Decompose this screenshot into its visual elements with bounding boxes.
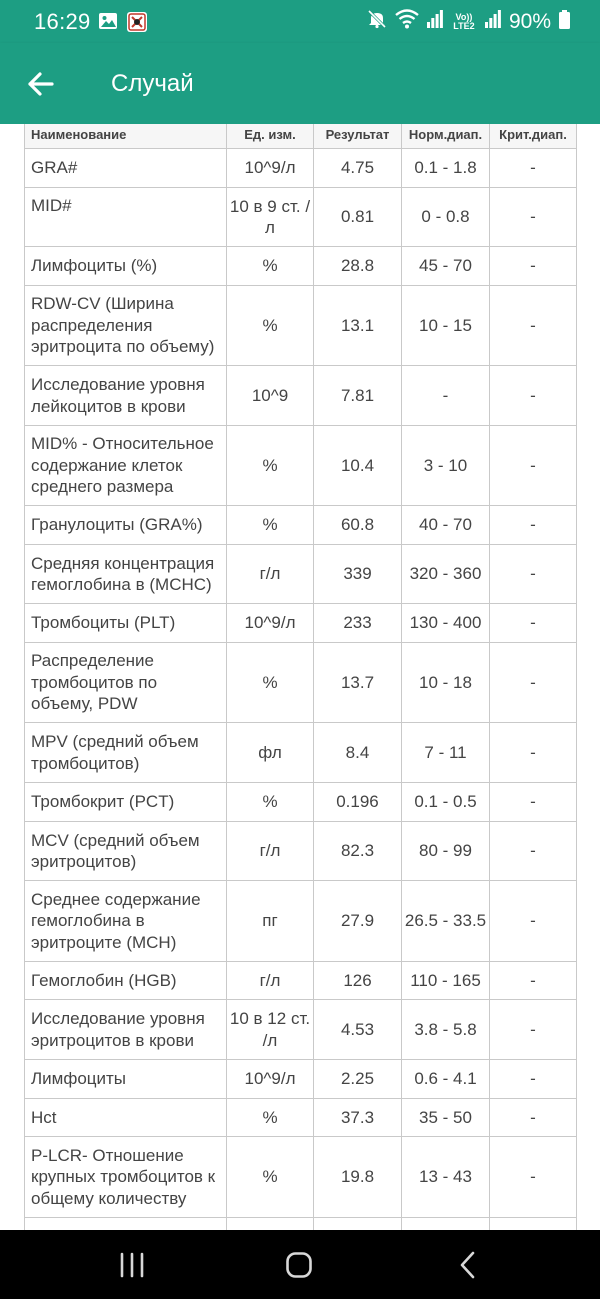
- cell-unit: пг: [227, 881, 314, 962]
- cell-crit: -: [490, 962, 577, 1000]
- cell-crit: -: [490, 366, 577, 426]
- cell-crit: -: [490, 783, 577, 822]
- cell-norm: 13 - 43: [402, 1137, 490, 1218]
- table-row: [25, 881, 577, 962]
- cell-name: Исследование уровня лейкоцитов в крови: [25, 366, 227, 426]
- cell-result: 233: [314, 604, 402, 643]
- table-row: [25, 822, 577, 881]
- cell-crit: -: [490, 188, 577, 247]
- cell-unit: 10 в 12 ст. /л: [227, 1000, 314, 1060]
- cell-result: 10.4: [314, 426, 402, 506]
- cell-result: 28.8: [314, 247, 402, 286]
- cell-unit: 10^9/л: [227, 1060, 314, 1099]
- cell-norm: 26.5 - 33.5: [402, 881, 490, 962]
- cell-result: 126: [314, 962, 402, 1000]
- cell-unit: %: [227, 286, 314, 366]
- back-nav-icon: [452, 1250, 486, 1280]
- cell-norm: [402, 1218, 490, 1231]
- cell-norm: 10 - 15: [402, 286, 490, 366]
- cell-name: Гемоглобин (HGB): [25, 962, 227, 1000]
- cell-unit: 10^9: [227, 366, 314, 426]
- table-row: [25, 1000, 577, 1060]
- header-name: Наименование: [25, 124, 227, 149]
- cell-unit: 10^9/л: [227, 604, 314, 643]
- cell-norm: 0.6 - 4.1: [402, 1060, 490, 1099]
- table-row: [25, 286, 577, 366]
- table-row: [25, 962, 577, 1000]
- cell-crit: -: [490, 286, 577, 366]
- cell-name: MID% - Относительное содержание клеток среднего размера: [25, 426, 227, 506]
- results-scroll-area[interactable]: [0, 124, 600, 1230]
- header-unit: Ед. изм.: [227, 124, 314, 149]
- cell-result: 2.25: [314, 1060, 402, 1099]
- cell-result: [314, 1218, 402, 1231]
- cell-crit: -: [490, 822, 577, 881]
- cell-unit: г/л: [227, 545, 314, 604]
- cell-result: 339: [314, 545, 402, 604]
- table-row: [25, 1218, 577, 1231]
- results-table: [24, 124, 577, 1230]
- cell-unit: %: [227, 426, 314, 506]
- table-row: [25, 643, 577, 723]
- signal-icon: [427, 10, 443, 34]
- cell-name: Тромбокрит (PCT): [25, 783, 227, 822]
- cell-norm: 10 - 18: [402, 643, 490, 723]
- cell-norm: 110 - 165: [402, 962, 490, 1000]
- battery-icon: [559, 10, 570, 35]
- cell-norm: 320 - 360: [402, 545, 490, 604]
- cell-norm: 0.1 - 1.8: [402, 149, 490, 188]
- cell-name: Исследование уровня эритроцитов в крови: [25, 1000, 227, 1060]
- cell-unit: [227, 1218, 314, 1231]
- cell-name: RDW-CV (Ширина распределения эритроцита по объему): [25, 286, 227, 366]
- cell-norm: 0.1 - 0.5: [402, 783, 490, 822]
- table-row: [25, 783, 577, 822]
- cell-result: 13.1: [314, 286, 402, 366]
- header-crit: Крит.диап.: [490, 124, 577, 149]
- cell-unit: г/л: [227, 962, 314, 1000]
- cell-name: [25, 1218, 227, 1231]
- back-nav-button[interactable]: [452, 1250, 486, 1280]
- cell-name: Лимфоциты (%): [25, 247, 227, 286]
- cell-norm: 7 - 11: [402, 723, 490, 783]
- cell-unit: %: [227, 1099, 314, 1137]
- cell-crit: -: [490, 149, 577, 188]
- table-row: [25, 723, 577, 783]
- cell-crit: -: [490, 506, 577, 545]
- mute-icon: [367, 9, 387, 35]
- table-row: [25, 247, 577, 286]
- cell-crit: -: [490, 1000, 577, 1060]
- cell-crit: -: [490, 545, 577, 604]
- cell-norm: -: [402, 366, 490, 426]
- cell-name: Гранулоциты (GRA%): [25, 506, 227, 545]
- table-row: [25, 149, 577, 188]
- cell-unit: г/л: [227, 822, 314, 881]
- cell-result: 82.3: [314, 822, 402, 881]
- cell-crit: -: [490, 247, 577, 286]
- cell-norm: 40 - 70: [402, 506, 490, 545]
- cell-unit: 10 в 9 ст. / л: [227, 188, 314, 247]
- cell-crit: -: [490, 1060, 577, 1099]
- signal-icon: [485, 10, 501, 34]
- cell-crit: [490, 1218, 577, 1231]
- cell-norm: 3 - 10: [402, 426, 490, 506]
- table-row: [25, 604, 577, 643]
- cell-result: 4.53: [314, 1000, 402, 1060]
- cell-norm: 35 - 50: [402, 1099, 490, 1137]
- cell-norm: 80 - 99: [402, 822, 490, 881]
- table-row: [25, 1099, 577, 1137]
- status-bar: [0, 0, 600, 43]
- app-bar: [0, 43, 600, 124]
- header-norm: Норм.диап.: [402, 124, 490, 149]
- table-row: [25, 506, 577, 545]
- home-icon: [282, 1250, 316, 1280]
- table-row: [25, 1060, 577, 1099]
- battery-percent: 90%: [508, 10, 551, 33]
- table-row: [25, 426, 577, 506]
- cell-result: 0.196: [314, 783, 402, 822]
- cell-name: Средняя концентрация гемоглобина в (MCHC): [25, 545, 227, 604]
- cell-name: MID#: [25, 188, 227, 247]
- cell-name: MPV (средний объем тромбоцитов): [25, 723, 227, 783]
- cell-result: 27.9: [314, 881, 402, 962]
- cell-norm: 0 - 0.8: [402, 188, 490, 247]
- recent-apps-icon: [115, 1250, 149, 1280]
- cell-result: 13.7: [314, 643, 402, 723]
- cell-norm: 3.8 - 5.8: [402, 1000, 490, 1060]
- cell-name: MCV (средний объем эритроцитов): [25, 822, 227, 881]
- cell-crit: -: [490, 881, 577, 962]
- status-time: 16:29: [34, 9, 91, 34]
- cell-name: Лимфоциты: [25, 1060, 227, 1099]
- table-row: [25, 1137, 577, 1218]
- table-row: [25, 366, 577, 426]
- cell-result: 8.4: [314, 723, 402, 783]
- cell-name: Распределение тромбоцитов по объему, PDW: [25, 643, 227, 723]
- cell-result: 7.81: [314, 366, 402, 426]
- system-nav-bar: [0, 1230, 600, 1299]
- recent-apps-button[interactable]: [115, 1250, 149, 1280]
- cell-crit: -: [490, 604, 577, 643]
- table-row: [25, 545, 577, 604]
- cell-crit: -: [490, 643, 577, 723]
- cell-norm: 45 - 70: [402, 247, 490, 286]
- image-icon: [98, 11, 118, 38]
- cell-unit: %: [227, 247, 314, 286]
- cell-result: 19.8: [314, 1137, 402, 1218]
- cell-name: GRA#: [25, 149, 227, 188]
- cell-unit: %: [227, 506, 314, 545]
- header-result: Результат: [314, 124, 402, 149]
- app-notification-icon: [126, 11, 148, 38]
- cell-crit: -: [490, 1137, 577, 1218]
- wifi-icon: [395, 9, 419, 35]
- cell-name: Среднее содержание гемоглобина в эритроците (MCH): [25, 881, 227, 962]
- network-label: Vo)) LTE2: [453, 12, 475, 31]
- cell-unit: 10^9/л: [227, 149, 314, 188]
- cell-unit: %: [227, 1137, 314, 1218]
- cell-norm: 130 - 400: [402, 604, 490, 643]
- cell-unit: фл: [227, 723, 314, 783]
- cell-name: P-LCR- Отношение крупных тромбоцитов к общему количеству: [25, 1137, 227, 1218]
- cell-crit: -: [490, 1099, 577, 1137]
- page-title: Случай: [111, 70, 194, 97]
- cell-name: Тромбоциты (PLT): [25, 604, 227, 643]
- cell-result: 0.81: [314, 188, 402, 247]
- cell-unit: %: [227, 783, 314, 822]
- home-button[interactable]: [282, 1250, 316, 1280]
- cell-result: 37.3: [314, 1099, 402, 1137]
- cell-crit: -: [490, 426, 577, 506]
- back-button[interactable]: [22, 65, 60, 103]
- arrow-left-icon: [22, 65, 60, 103]
- cell-result: 60.8: [314, 506, 402, 545]
- cell-crit: -: [490, 723, 577, 783]
- cell-unit: %: [227, 643, 314, 723]
- cell-result: 4.75: [314, 149, 402, 188]
- cell-name: Hct: [25, 1099, 227, 1137]
- table-row: [25, 188, 577, 247]
- table-header-row: [25, 124, 577, 149]
